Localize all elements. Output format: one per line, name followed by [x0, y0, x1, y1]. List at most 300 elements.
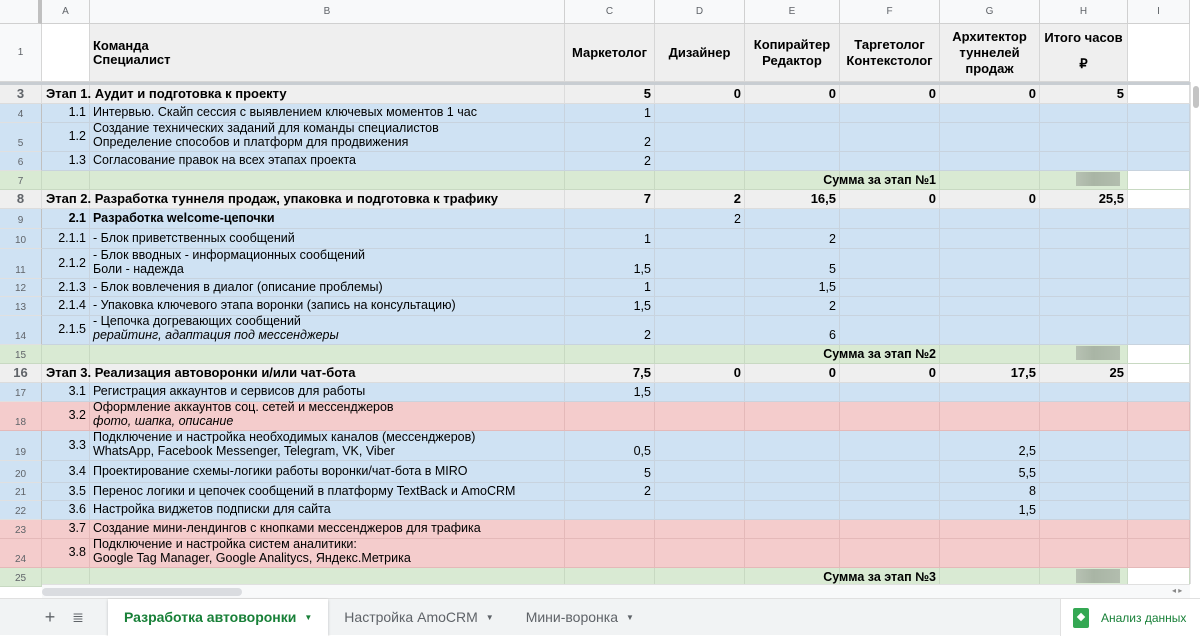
cell-c[interactable]: [565, 249, 655, 279]
column-header-a[interactable]: A: [42, 0, 90, 24]
cell-e[interactable]: [745, 104, 840, 123]
column-header-g[interactable]: G: [940, 0, 1040, 24]
task-number: 2.1.1: [58, 230, 86, 245]
cell-g[interactable]: [940, 431, 1040, 461]
cell-d[interactable]: [655, 209, 745, 229]
cell-c[interactable]: [565, 297, 655, 316]
cell-task[interactable]: [90, 152, 565, 171]
tab-label: Настройка AmoCRM: [344, 609, 478, 625]
cell-number[interactable]: [42, 209, 90, 229]
cell-task[interactable]: [90, 431, 565, 461]
task-description: [93, 537, 411, 565]
task-row: [0, 501, 1190, 520]
header-marketer[interactable]: Маркетолог: [565, 24, 655, 82]
cell-number[interactable]: [42, 345, 90, 364]
hours-value: 0: [1028, 86, 1036, 101]
cell-f[interactable]: [840, 123, 940, 152]
row-number[interactable]: 13: [0, 297, 42, 316]
cell-f[interactable]: [840, 279, 940, 297]
task-number: 1.2: [68, 129, 86, 143]
cell-d[interactable]: [655, 249, 745, 279]
cell-h[interactable]: [1040, 501, 1128, 520]
hours-value: 0: [1028, 191, 1036, 206]
cell-task[interactable]: [90, 171, 565, 190]
cell-g[interactable]: [940, 279, 1040, 297]
select-all-corner[interactable]: [0, 0, 42, 24]
cell-f[interactable]: [840, 229, 940, 249]
redacted-sum-value: [1076, 569, 1120, 583]
cell-d[interactable]: [655, 345, 745, 364]
hours-value: 5: [829, 262, 836, 276]
vertical-scroll-thumb[interactable]: [1193, 86, 1199, 108]
column-header-e[interactable]: E: [745, 0, 840, 24]
column-header-h[interactable]: H: [1040, 0, 1128, 24]
cell-d[interactable]: [655, 402, 745, 431]
cell-i[interactable]: [1128, 316, 1190, 345]
hours-value: 2: [733, 191, 741, 206]
cell-i[interactable]: [1128, 152, 1190, 171]
cell-i[interactable]: [1128, 364, 1190, 383]
task-number: 3.8: [68, 545, 86, 559]
cell-e[interactable]: [745, 316, 840, 345]
task-line-2: рерайтинг, адаптация под мессенджеры: [93, 328, 339, 342]
cell-number[interactable]: [42, 383, 90, 402]
cell-f[interactable]: [840, 249, 940, 279]
header-architect[interactable]: Архитектор туннелей продаж: [940, 24, 1040, 82]
cell-number[interactable]: [42, 461, 90, 483]
task-line-1: Интервью. Скайп сессия с выявлением ключевых моментов 1 час: [93, 105, 477, 119]
column-header-b[interactable]: B: [90, 0, 565, 24]
explore-button[interactable]: [1060, 599, 1200, 636]
cell-e[interactable]: [745, 279, 840, 297]
cell-h[interactable]: [1040, 345, 1128, 364]
cell-number[interactable]: [42, 483, 90, 501]
cell-d[interactable]: [655, 85, 745, 104]
cell-i[interactable]: [1128, 483, 1190, 501]
cell-f[interactable]: [840, 316, 940, 345]
cell-h[interactable]: [1040, 316, 1128, 345]
cell-c[interactable]: [565, 345, 655, 364]
stage-sum-label: Сумма за этап №2: [823, 347, 936, 361]
task-line-1: Настройка виджетов подписки для сайта: [93, 502, 331, 516]
cell-number[interactable]: [42, 171, 90, 190]
cell-d[interactable]: [655, 104, 745, 123]
cell-g[interactable]: [940, 229, 1040, 249]
cell-task[interactable]: [90, 539, 565, 568]
cell-task[interactable]: [90, 501, 565, 520]
cell-c[interactable]: [565, 461, 655, 483]
cell-c[interactable]: [565, 171, 655, 190]
cell-g[interactable]: [940, 209, 1040, 229]
cell-f[interactable]: [840, 539, 940, 568]
cell-h[interactable]: [1040, 431, 1128, 461]
row-number[interactable]: 15: [0, 345, 42, 364]
cell-number[interactable]: [42, 190, 498, 209]
cell-c[interactable]: [565, 190, 655, 209]
cell-c[interactable]: [565, 431, 655, 461]
cell-i[interactable]: [1128, 297, 1190, 316]
cell-c[interactable]: [565, 383, 655, 402]
task-description: [93, 153, 356, 167]
task-number: 2.1.3: [58, 279, 86, 294]
cell-i[interactable]: [1128, 345, 1190, 364]
row-number[interactable]: 17: [0, 383, 42, 402]
cell-h[interactable]: [1040, 402, 1128, 431]
task-row: [0, 279, 1190, 297]
hours-value: 7: [643, 191, 651, 206]
hours-value: 2: [829, 299, 836, 313]
row-number[interactable]: 8: [0, 190, 42, 209]
row-number[interactable]: 24: [0, 539, 42, 568]
all-sheets-list-icon[interactable]: ≣: [72, 608, 84, 625]
row-number[interactable]: 11: [0, 249, 42, 279]
cell-number[interactable]: [42, 316, 90, 345]
cell-i[interactable]: [1128, 431, 1190, 461]
cell-e[interactable]: [745, 364, 840, 383]
cell-i[interactable]: [1128, 520, 1190, 539]
add-sheet-icon[interactable]: +: [44, 606, 56, 627]
cell-d[interactable]: [655, 171, 745, 190]
cell-task[interactable]: [90, 316, 565, 345]
cell-g[interactable]: [940, 520, 1040, 539]
row-number[interactable]: 4: [0, 104, 42, 123]
cell-h[interactable]: [1040, 229, 1128, 249]
cell-e[interactable]: [745, 123, 840, 152]
cell-i[interactable]: [1128, 279, 1190, 297]
task-number: 2.1.4: [58, 298, 86, 312]
task-number: 1.1: [68, 105, 86, 119]
cell-g[interactable]: [940, 85, 1040, 104]
cell-task[interactable]: [90, 209, 565, 229]
hours-value: 0: [928, 191, 936, 206]
row-number[interactable]: 6: [0, 152, 42, 171]
row-number[interactable]: 14: [0, 316, 42, 345]
cell-d[interactable]: [655, 190, 745, 209]
cell-f[interactable]: [823, 345, 940, 364]
sheet-body: [0, 85, 1190, 587]
cell-number[interactable]: [42, 123, 90, 152]
cell-c[interactable]: [565, 520, 655, 539]
cell-d[interactable]: [655, 229, 745, 249]
cell-i[interactable]: [1128, 123, 1190, 152]
cell-f[interactable]: [840, 383, 940, 402]
cell-f[interactable]: [840, 402, 940, 431]
cell-e[interactable]: [745, 383, 840, 402]
cell-e[interactable]: [745, 85, 840, 104]
cell-h[interactable]: [1040, 249, 1128, 279]
cell-g[interactable]: [940, 123, 1040, 152]
cell-h[interactable]: [1040, 483, 1128, 501]
cell-h[interactable]: [1040, 539, 1128, 568]
task-number: 1.3: [68, 153, 86, 167]
cell-g[interactable]: [940, 364, 1040, 383]
cell-number[interactable]: [42, 104, 90, 123]
cell-e[interactable]: [745, 297, 840, 316]
cell-task[interactable]: [90, 483, 565, 501]
cell-f[interactable]: [840, 85, 940, 104]
task-line-1: Подключение и настройка необходимых каналов (мессенджеров): [93, 430, 476, 444]
cell-number[interactable]: [42, 85, 287, 104]
row-number[interactable]: 5: [0, 123, 42, 152]
header-cell-team[interactable]: [90, 24, 565, 82]
cell-number[interactable]: [42, 364, 356, 383]
cell-d[interactable]: [655, 383, 745, 402]
cell-number[interactable]: [42, 249, 90, 279]
header-cell-a[interactable]: [42, 24, 90, 82]
stage-title: Этап 3. Реализация автоворонки и/или чат-бота: [46, 365, 356, 380]
cell-f[interactable]: [840, 461, 940, 483]
cell-g[interactable]: [940, 297, 1040, 316]
cell-number[interactable]: [42, 539, 90, 568]
cell-g[interactable]: [940, 345, 1040, 364]
cell-task[interactable]: [90, 249, 565, 279]
specialist-label: Специалист: [93, 51, 171, 67]
cell-d[interactable]: [655, 501, 745, 520]
cell-h[interactable]: [1040, 85, 1128, 104]
row-number[interactable]: 18: [0, 402, 42, 431]
cell-g[interactable]: [940, 402, 1040, 431]
cell-task[interactable]: [90, 229, 565, 249]
row-number[interactable]: 19: [0, 431, 42, 461]
scroll-arrows-icon[interactable]: ◂ ▸: [1172, 586, 1183, 595]
cell-g[interactable]: [940, 316, 1040, 345]
cell-e[interactable]: [745, 483, 840, 501]
cell-number[interactable]: [42, 152, 90, 171]
chevron-down-icon[interactable]: ▼: [626, 612, 634, 622]
cell-h[interactable]: [1040, 520, 1128, 539]
cell-i[interactable]: [1128, 171, 1190, 190]
cell-i[interactable]: [1128, 190, 1190, 209]
tab-mini-voronka[interactable]: [510, 599, 650, 636]
cell-e[interactable]: [745, 431, 840, 461]
row-number[interactable]: 23: [0, 520, 42, 539]
chevron-down-icon[interactable]: ▼: [304, 612, 313, 622]
task-description: [93, 384, 365, 398]
cell-f[interactable]: [840, 209, 940, 229]
task-row: [0, 209, 1190, 229]
cell-h[interactable]: [1040, 190, 1128, 209]
tab-razrabotka-avtovoronki[interactable]: [108, 599, 328, 636]
cell-c[interactable]: [565, 229, 655, 249]
cell-f[interactable]: [823, 171, 940, 190]
task-number: 3.3: [68, 437, 86, 452]
task-row: [0, 431, 1190, 461]
cell-i[interactable]: [1128, 85, 1190, 104]
cell-g[interactable]: [940, 171, 1040, 190]
cell-i[interactable]: [1128, 104, 1190, 123]
hours-value: 17,5: [1010, 365, 1036, 380]
cell-i[interactable]: [1128, 539, 1190, 568]
hours-value: 5: [644, 466, 651, 480]
cell-d[interactable]: [655, 279, 745, 297]
cell-f[interactable]: [840, 501, 940, 520]
cell-f[interactable]: [840, 152, 940, 171]
cell-d[interactable]: [655, 123, 745, 152]
cell-g[interactable]: [940, 152, 1040, 171]
cell-e[interactable]: [745, 190, 840, 209]
cell-h[interactable]: [1040, 279, 1128, 297]
header-designer[interactable]: Дизайнер: [655, 24, 745, 82]
cell-d[interactable]: [655, 316, 745, 345]
task-line-1: - Блок вовлечения в диалог (описание проблемы): [93, 279, 383, 294]
cell-g[interactable]: [940, 501, 1040, 520]
cell-h[interactable]: [1040, 123, 1128, 152]
stage-title: Этап 1. Аудит и подготовка к проекту: [46, 86, 287, 101]
cell-c[interactable]: [565, 364, 655, 383]
cell-d[interactable]: [655, 364, 745, 383]
row-number[interactable]: 25: [0, 568, 42, 587]
column-header-c[interactable]: C: [565, 0, 655, 24]
cell-e[interactable]: [745, 402, 840, 431]
header-cell-i[interactable]: [1128, 24, 1190, 82]
row-number[interactable]: 10: [0, 229, 42, 249]
cell-c[interactable]: [565, 539, 655, 568]
row-number[interactable]: 12: [0, 279, 42, 297]
task-line-2: Google Tag Manager, Google Analitycs, Яндекс.Метрика: [93, 551, 411, 565]
cell-i[interactable]: [1128, 249, 1190, 279]
cell-h[interactable]: [1040, 461, 1128, 483]
cell-c[interactable]: [565, 152, 655, 171]
hours-value: 0,5: [633, 444, 651, 458]
header-copywriter[interactable]: Копирайтер Редактор: [745, 24, 840, 82]
cell-c[interactable]: [565, 316, 655, 345]
team-label: Команда: [93, 37, 149, 53]
row-number[interactable]: 22: [0, 501, 42, 520]
chevron-down-icon[interactable]: ▼: [485, 612, 494, 622]
task-description: [93, 248, 365, 276]
cell-e[interactable]: [745, 249, 840, 279]
horizontal-scrollbar[interactable]: [42, 584, 1190, 598]
cell-h[interactable]: [1040, 364, 1128, 383]
cell-c[interactable]: [565, 209, 655, 229]
cell-h[interactable]: [1040, 152, 1128, 171]
cell-number[interactable]: [42, 402, 90, 431]
cell-e[interactable]: [745, 520, 840, 539]
cell-g[interactable]: [940, 249, 1040, 279]
cell-c[interactable]: [565, 104, 655, 123]
cell-h[interactable]: [1040, 209, 1128, 229]
cell-e[interactable]: [745, 539, 840, 568]
cell-f[interactable]: [840, 297, 940, 316]
cell-i[interactable]: [1128, 383, 1190, 402]
header-total-hours[interactable]: [1040, 24, 1128, 82]
cell-g[interactable]: [940, 383, 1040, 402]
cell-number[interactable]: [42, 520, 90, 539]
row-number[interactable]: 20: [0, 461, 42, 483]
cell-task[interactable]: [90, 402, 565, 431]
cell-c[interactable]: [565, 402, 655, 431]
cell-number[interactable]: [42, 279, 90, 297]
cell-e[interactable]: [745, 501, 840, 520]
cell-h[interactable]: [1040, 171, 1128, 190]
column-header-d[interactable]: D: [655, 0, 745, 24]
cell-h[interactable]: [1040, 383, 1128, 402]
task-number: 3.4: [68, 463, 86, 478]
cell-e[interactable]: [745, 209, 840, 229]
cell-g[interactable]: [940, 190, 1040, 209]
row-number[interactable]: 3: [0, 85, 42, 104]
row-number[interactable]: 1: [0, 24, 42, 82]
task-number: 2.1.5: [58, 322, 86, 336]
cell-d[interactable]: [655, 152, 745, 171]
cell-c[interactable]: [565, 483, 655, 501]
cell-i[interactable]: [1128, 402, 1190, 431]
hours-value: 2: [644, 135, 651, 149]
column-header-f[interactable]: F: [840, 0, 940, 24]
cell-g[interactable]: [940, 539, 1040, 568]
cell-g[interactable]: [940, 483, 1040, 501]
stage-row: [0, 190, 1190, 209]
cell-task[interactable]: [90, 345, 565, 364]
cell-i[interactable]: [1128, 461, 1190, 483]
task-line-1: Создание технических заданий для команды специалистов: [93, 121, 439, 135]
vertical-scrollbar[interactable]: [1190, 82, 1200, 584]
cell-f[interactable]: [840, 190, 940, 209]
row-number[interactable]: 21: [0, 483, 42, 501]
cell-i[interactable]: [1128, 501, 1190, 520]
cell-d[interactable]: [655, 483, 745, 501]
row-number[interactable]: 16: [0, 364, 42, 383]
cell-number[interactable]: [42, 229, 90, 249]
cell-d[interactable]: [655, 461, 745, 483]
column-header-i[interactable]: I: [1128, 0, 1190, 24]
cell-h[interactable]: [1040, 297, 1128, 316]
cell-h[interactable]: [1040, 104, 1128, 123]
cell-f[interactable]: [840, 104, 940, 123]
cell-c[interactable]: [565, 279, 655, 297]
cell-i[interactable]: [1128, 209, 1190, 229]
cell-f[interactable]: [840, 431, 940, 461]
stage-title: Этап 2. Разработка туннеля продаж, упаковка и подготовка к трафику: [46, 191, 498, 206]
cell-task[interactable]: [90, 123, 565, 152]
cell-d[interactable]: [655, 431, 745, 461]
cell-f[interactable]: [840, 483, 940, 501]
cell-d[interactable]: [655, 297, 745, 316]
tab-nastroyka-amocrm[interactable]: [328, 599, 509, 636]
cell-d[interactable]: [655, 520, 745, 539]
task-description: [93, 464, 468, 478]
hours-value: 2: [829, 232, 836, 246]
cell-f[interactable]: [840, 520, 940, 539]
header-targetologist[interactable]: Таргетолог Контекстолог: [840, 24, 940, 82]
cell-g[interactable]: [940, 461, 1040, 483]
cell-task[interactable]: [90, 461, 565, 483]
cell-c[interactable]: [565, 85, 655, 104]
hours-value: 2: [644, 154, 651, 168]
cell-e[interactable]: [745, 461, 840, 483]
cell-c[interactable]: [565, 123, 655, 152]
stage-row: [0, 85, 1190, 104]
cell-f[interactable]: [840, 364, 940, 383]
hours-value: 1,5: [818, 280, 836, 294]
horizontal-scroll-thumb[interactable]: [42, 588, 242, 596]
cell-number[interactable]: [42, 431, 90, 461]
hours-value: 0: [733, 86, 741, 101]
row-number[interactable]: 9: [0, 209, 42, 229]
cell-task[interactable]: [90, 279, 565, 297]
cell-g[interactable]: [940, 104, 1040, 123]
cell-e[interactable]: [745, 229, 840, 249]
row-number[interactable]: 7: [0, 171, 42, 190]
cell-c[interactable]: [565, 501, 655, 520]
hours-value: 5,5: [1018, 466, 1036, 480]
cell-number[interactable]: [42, 501, 90, 520]
cell-i[interactable]: [1128, 229, 1190, 249]
hours-value: 2: [644, 328, 651, 342]
cell-d[interactable]: [655, 539, 745, 568]
cell-e[interactable]: [745, 152, 840, 171]
cell-number[interactable]: [42, 297, 90, 316]
